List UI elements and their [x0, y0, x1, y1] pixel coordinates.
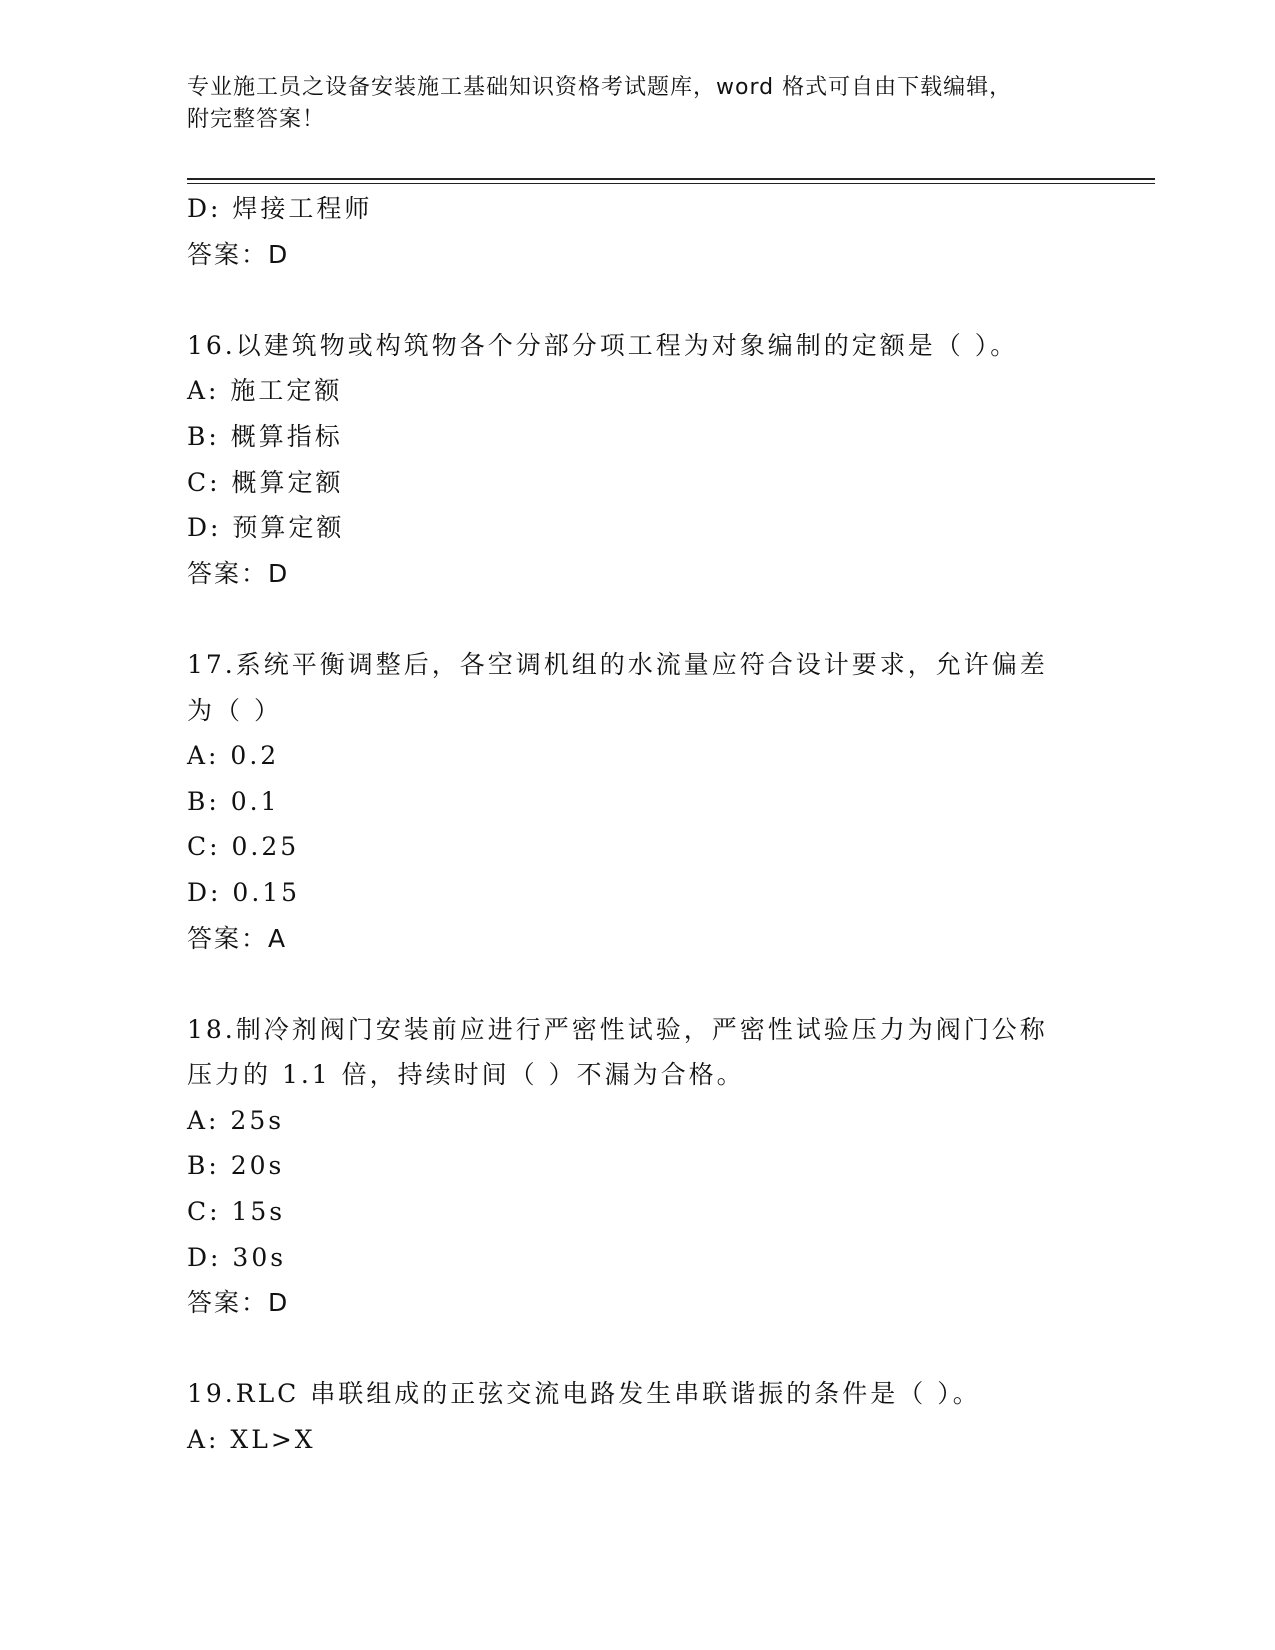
spacer: [187, 961, 1087, 1007]
question-18-option-a: A: 25s: [187, 1105, 285, 1135]
question-18-option-b: B: 20s: [187, 1151, 285, 1181]
question-18-stem-line-2: 压力的 1.1 倍，持续时间（ ）不漏为合格。: [187, 1060, 745, 1090]
question-16-option-a: A: 施工定额: [187, 376, 343, 406]
question-18-stem-line-1: 18.制冷剂阀门安装前应进行严密性试验，严密性试验压力为阀门公称: [187, 1014, 1048, 1044]
question-16-option-d: D: 预算定额: [187, 513, 345, 543]
question-17-option-a: A: 0.2: [187, 741, 280, 771]
prev-answer: 答案：D: [187, 239, 290, 269]
question-16-option-c: C: 概算定额: [187, 467, 344, 497]
question-17-option-d: D: 0.15: [187, 877, 301, 907]
question-16-option-b: B: 概算指标: [187, 421, 343, 451]
question-17-option-c: C: 0.25: [187, 832, 300, 862]
question-17-stem-line-1: 17.系统平衡调整后，各空调机组的水流量应符合设计要求，允许偏差: [187, 649, 1048, 679]
question-content: [187, 186, 1087, 1463]
header-line-2: 附完整答案！: [187, 107, 326, 132]
question-18-option-d: D: 30s: [187, 1242, 287, 1272]
question-16-answer: 答案：D: [187, 558, 290, 588]
question-16-stem: 16.以建筑物或构筑物各个分部分项工程为对象编制的定额是（ ）。: [187, 330, 1019, 360]
question-17-answer: 答案：A: [187, 923, 288, 953]
question-19-option-a: A: XL>X: [187, 1425, 316, 1455]
page-header: [187, 72, 1087, 136]
header-line-1: 专业施工员之设备安装施工基础知识资格考试题库，word 格式可自由下载编辑，: [187, 75, 1013, 100]
question-17-stem-line-2: 为（ ）: [187, 695, 282, 725]
question-19-stem: 19.RLC 串联组成的正弦交流电路发生串联谐振的条件是（ ）。: [187, 1379, 981, 1409]
spacer: [187, 1326, 1087, 1372]
question-18-answer: 答案：D: [187, 1288, 290, 1318]
question-18-option-c: C: 15s: [187, 1197, 286, 1227]
spacer: [187, 277, 1087, 323]
question-17-option-b: B: 0.1: [187, 786, 280, 816]
header-rule-thick: [187, 178, 1155, 180]
prev-option-d: D: 焊接工程师: [187, 194, 373, 223]
spacer: [187, 596, 1087, 642]
header-rule-thin: [187, 183, 1155, 184]
